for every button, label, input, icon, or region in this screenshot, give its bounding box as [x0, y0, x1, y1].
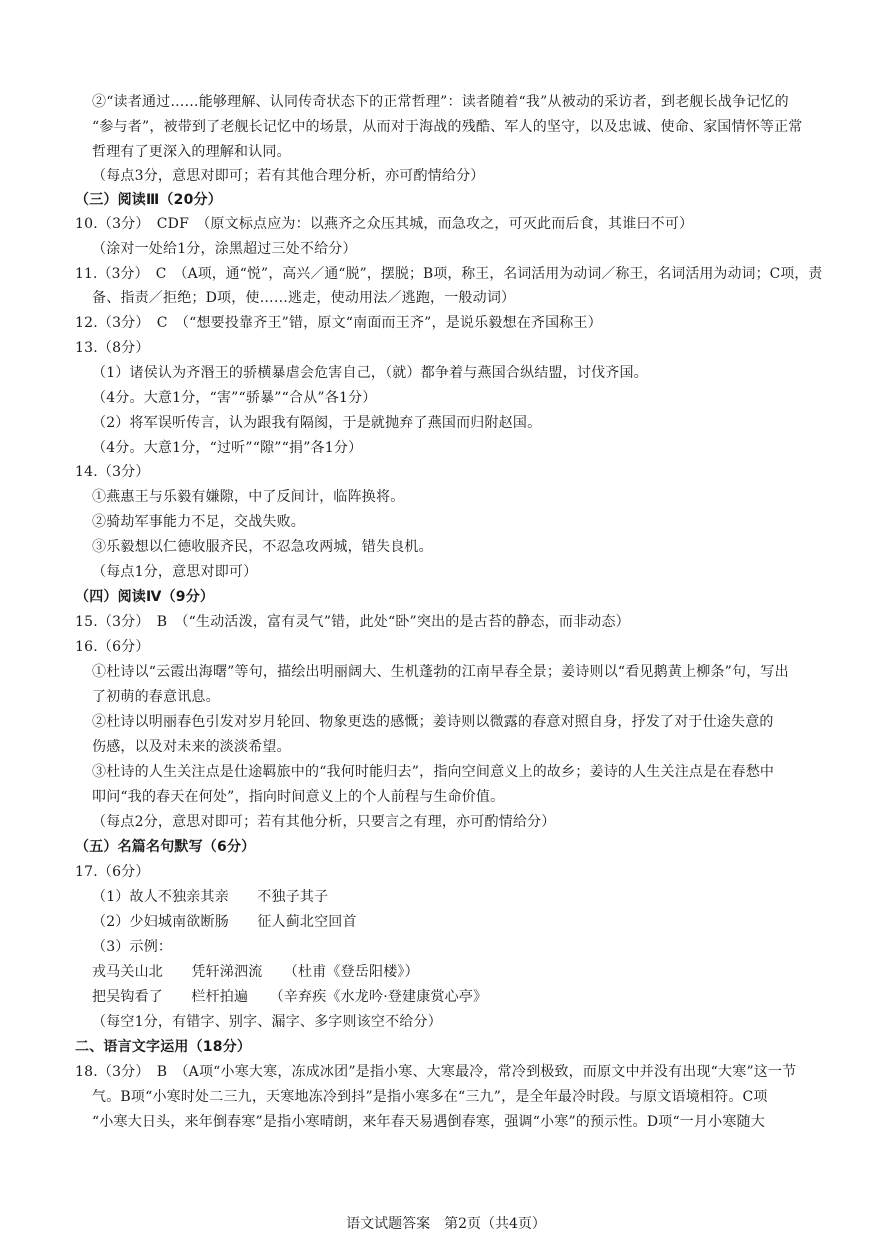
- text-line: ②骑劫军事能力不足，交战失败。: [92, 514, 305, 530]
- text-line: （3）示例：: [92, 939, 173, 955]
- question-14: 14.（3分）: [75, 464, 150, 480]
- question-18: 18.（3分） B （A项“小寒大寒，冻成冰团”是指小寒、大寒最冷，常冷到极致，而原文中并没有出现“大寒”这一节: [75, 1064, 797, 1080]
- text-line: （2）少妇城南欲断肠 征人蓟北空回首: [92, 914, 357, 930]
- text-line: 叩问“我的春天在何处”，指向时间意义上的个人前程与生命价值。: [92, 789, 505, 805]
- scoring-note: （4分。大意1分，“害”“骄暴”“合从”各1分）: [92, 390, 377, 406]
- section-heading: （四）阅读Ⅳ（9分）: [75, 589, 215, 605]
- text-line: “小寒大日头，来年倒春寒”是指小寒晴朗，来年春天易遇倒春寒，强调“小寒”的预示性。D项“一月小寒随大: [92, 1114, 766, 1130]
- text-line: “参与者”，被带到了老舰长记忆中的场景，从而对于海战的残酷、军人的坚守，以及忠诚、使命、家国情怀等正常: [92, 119, 803, 135]
- text-line: 气。B项“小寒时处二三九，天寒地冻冷到抖”是指小寒多在“三九”，是全年最冷时段。与原文语境相符。C项: [92, 1089, 768, 1105]
- text-line: 了初萌的春意讯息。: [92, 689, 220, 705]
- text-line: ①杜诗以“云霞出海曙”等句，描绘出明丽阔大、生机蓬勃的江南早春全景；姜诗则以“看见鹅黄上柳条”句，写出: [92, 664, 789, 680]
- text-line: （1）故人不独亲其亲 不独子其子: [92, 889, 329, 905]
- section-heading: 二、语言文字运用（18分）: [75, 1039, 252, 1055]
- question-17: 17.（6分）: [75, 864, 150, 880]
- text-line: ①燕惠王与乐毅有嫌隙，中了反间计，临阵换将。: [92, 489, 405, 505]
- scoring-note: （每点3分，意思对即可；若有其他合理分析，亦可酌情给分）: [92, 168, 485, 184]
- scoring-note: （4分。大意1分，“过听”“隙”“捐”各1分）: [92, 440, 363, 456]
- section-heading: （三）阅读Ⅲ（20分）: [75, 192, 222, 208]
- scoring-note: （每点1分，意思对即可）: [92, 564, 258, 580]
- question-10: 10.（3分） CDF （原文标点应为：以燕齐之众压其城，而急攻之，可灭此而后食，其谁曰不可）: [75, 216, 694, 232]
- question-15: 15.（3分） B （“生动活泼，富有灵气”错，此处“卧”突出的是古苔的静态，而非动态）: [75, 614, 630, 630]
- scoring-note: （每空1分，有错字、别字、漏字、多字则该空不给分）: [92, 1014, 442, 1030]
- text-line: （2）将军误听传言，认为跟我有隔阂，于是就抛弃了燕国而归附赵国。: [92, 415, 542, 431]
- section-heading: （五）名篇名句默写（6分）: [75, 839, 256, 855]
- question-13: 13.（8分）: [75, 340, 150, 356]
- text-line: 哲理有了更深入的理解和认同。: [92, 144, 291, 160]
- text-line: ③乐毅想以仁德收服齐民，不忍急攻两城，错失良机。: [92, 539, 433, 555]
- text-line: ③杜诗的人生关注点是仕途羁旅中的“我何时能归去”，指向空间意义上的故乡；姜诗的人生关注点是在春愁中: [92, 764, 775, 780]
- text-line: 戎马关山北 凭轩涕泗流 （杜甫《登岳阳楼》）: [92, 964, 419, 980]
- question-12: 12.（3分） C （“想要投靠齐王”错，原文“南面而王齐”，是说乐毅想在齐国称王）: [75, 315, 602, 331]
- text-line: 备、指责／拒绝；D项，使……逃走，使动用法／逃跑，一般动词）: [92, 290, 516, 306]
- text-line: 伤感，以及对未来的淡淡希望。: [92, 739, 291, 755]
- page-footer: 语文试题答案 第2页（共4页）: [346, 1216, 546, 1232]
- scoring-note: （每点2分，意思对即可；若有其他分析，只要言之有理，亦可酌情给分）: [92, 814, 556, 830]
- text-line: ②“读者通过……能够理解、认同传奇状态下的正常哲理”：读者随着“我”从被动的采访者，到老舰长战争记忆的: [92, 94, 789, 110]
- question-11: 11.（3分） C （A项，通“悦”，高兴／通“脱”，摆脱；B项，称王，名词活用为动词／称王，名词活用为动词；C项，责: [75, 266, 823, 282]
- question-16: 16.（6分）: [75, 639, 150, 655]
- text-line: ②杜诗以明丽春色引发对岁月轮回、物象更迭的感慨；姜诗则以微露的春意对照自身，抒发了对于仕途失意的: [92, 714, 774, 730]
- text-line: 把吴钩看了 栏杆拍遍 （辛弃疾《水龙吟·登建康赏心亭》: [92, 989, 488, 1005]
- scoring-note: （涂对一处给1分，涂黑超过三处不给分）: [92, 241, 357, 257]
- text-line: （1）诸侯认为齐湣王的骄横暴虐会危害自己，（就）都争着与燕国合纵结盟，讨伐齐国。: [92, 365, 648, 381]
